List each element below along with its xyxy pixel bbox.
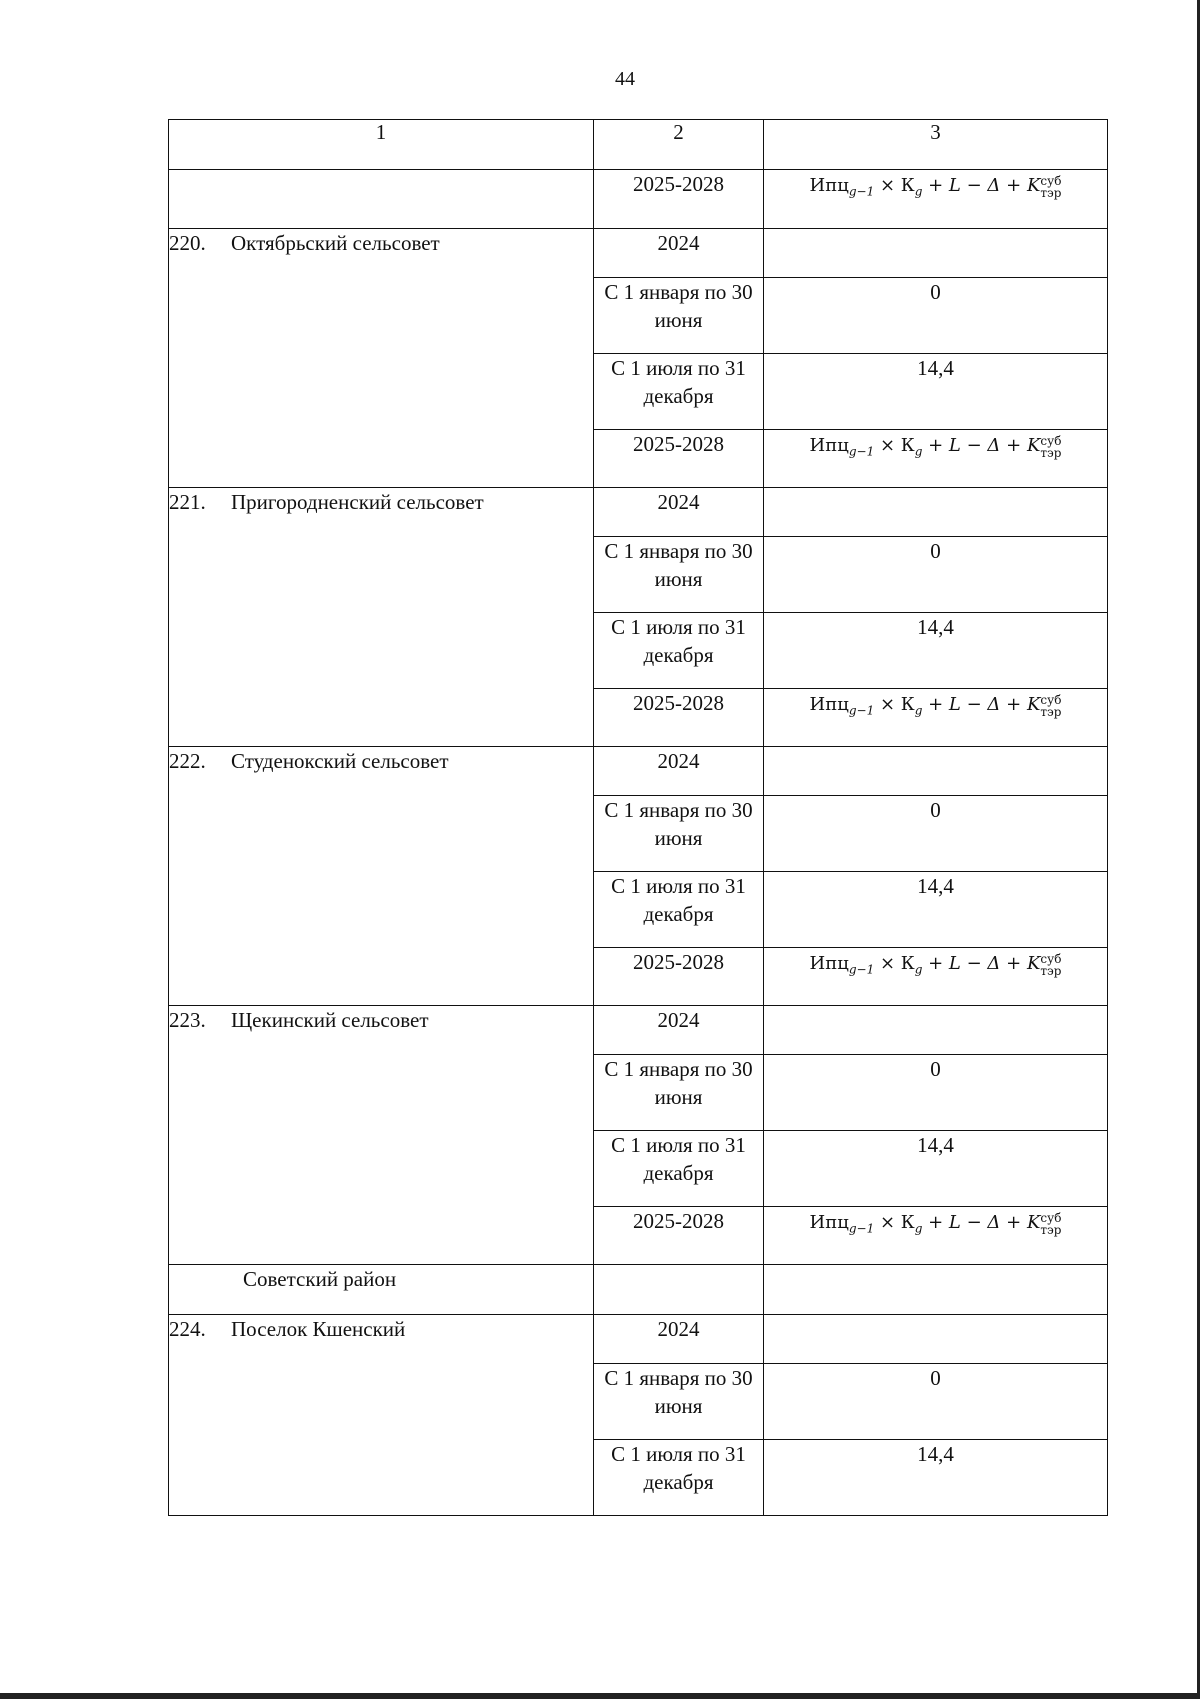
formula-kter: K [1026, 953, 1041, 974]
tariff-formula [809, 434, 1062, 460]
formula-cell [764, 948, 1108, 1006]
period-cell: 2025-2028 [594, 430, 764, 488]
value-cell-empty [764, 1315, 1108, 1364]
period-cell: 2025-2028 [594, 170, 764, 229]
formula-kter-superscript: суб [1040, 174, 1062, 188]
formula-middle: + L − Δ + [928, 694, 1022, 715]
row-number: 220. [169, 231, 206, 255]
value-cell: 0 [764, 278, 1108, 354]
value-cell-empty [764, 1006, 1108, 1055]
table-row [169, 229, 1108, 278]
formula-base: Ипц [809, 435, 849, 456]
settlement-cell [169, 488, 594, 747]
period-cell: 2025-2028 [594, 689, 764, 747]
formula-kter: K [1026, 694, 1041, 715]
value-cell: 14,4 [764, 613, 1108, 689]
formula-kter-subscript: тэр [1040, 1223, 1062, 1237]
header-col-1: 1 [169, 120, 594, 170]
year-cell: 2024 [594, 488, 764, 537]
row-number: 221. [169, 490, 206, 514]
year-cell: 2024 [594, 1315, 764, 1364]
settlement-name: Пригородненский сельсовет [231, 490, 484, 514]
formula-kter-indices [1040, 435, 1061, 459]
formula-kter-indices [1040, 1212, 1061, 1236]
tariff-formula [809, 174, 1062, 200]
formula-kter-superscript: суб [1040, 952, 1062, 966]
value-cell: 0 [764, 1055, 1108, 1131]
header-col-3: 3 [764, 120, 1108, 170]
formula-kter: K [1026, 175, 1041, 196]
formula-k: К [900, 694, 915, 715]
formula-kter-superscript: суб [1040, 693, 1062, 707]
year-cell: 2024 [594, 747, 764, 796]
formula-middle: + L − Δ + [928, 435, 1022, 456]
table-row [169, 170, 1108, 229]
period-cell: С 1 июля по 31 декабря [594, 613, 764, 689]
formula-k: К [900, 175, 915, 196]
header-col-2: 2 [594, 120, 764, 170]
period-cell: С 1 июля по 31 декабря [594, 1440, 764, 1516]
period-cell: С 1 января по 30 июня [594, 1055, 764, 1131]
value-cell: 14,4 [764, 354, 1108, 430]
period-cell: 2025-2028 [594, 1207, 764, 1265]
settlement-name: Октябрьский сельсовет [231, 231, 440, 255]
settlement-name: Поселок Кшенский [231, 1317, 406, 1341]
formula-base-subscript: g−1 [848, 444, 875, 459]
row-number: 223. [169, 1008, 206, 1032]
settlement-cell [169, 229, 594, 488]
row-number: 222. [169, 749, 206, 773]
formula-base: Ипц [809, 175, 849, 196]
formula-middle: + L − Δ + [928, 953, 1022, 974]
formula-times: × [879, 435, 896, 456]
empty-cell [169, 170, 594, 229]
formula-times: × [879, 694, 896, 715]
formula-base-subscript: g−1 [848, 184, 875, 199]
formula-k: К [900, 435, 915, 456]
settlement-cell [169, 1315, 594, 1516]
period-cell: С 1 января по 30 июня [594, 537, 764, 613]
settlement-cell [169, 747, 594, 1006]
formula-k-subscript: g [914, 1221, 923, 1236]
period-cell: С 1 января по 30 июня [594, 278, 764, 354]
formula-kter-subscript: тэр [1040, 705, 1062, 719]
period-cell: С 1 июля по 31 декабря [594, 872, 764, 948]
formula-kter-subscript: тэр [1040, 446, 1062, 460]
table-header-row [169, 120, 1108, 170]
formula-k-subscript: g [914, 184, 923, 199]
tariff-formula [809, 952, 1062, 978]
formula-middle: + L − Δ + [928, 175, 1022, 196]
formula-middle: + L − Δ + [928, 1212, 1022, 1233]
table-row [169, 747, 1108, 796]
formula-k: К [900, 1212, 915, 1233]
value-cell: 0 [764, 1364, 1108, 1440]
formula-base: Ипц [809, 694, 849, 715]
formula-times: × [879, 175, 896, 196]
formula-times: × [879, 953, 896, 974]
district-cell [169, 1265, 594, 1315]
settlement-name: Студенокский сельсовет [231, 749, 449, 773]
period-cell: 2025-2028 [594, 948, 764, 1006]
value-cell-empty [764, 229, 1108, 278]
formula-kter-superscript: суб [1040, 1211, 1062, 1225]
value-cell-empty [764, 488, 1108, 537]
tariff-table [168, 119, 1108, 1516]
formula-k-subscript: g [914, 703, 923, 718]
district-name: Советский район [243, 1267, 397, 1291]
table-row [169, 1315, 1108, 1364]
period-cell: С 1 января по 30 июня [594, 1364, 764, 1440]
formula-kter-subscript: тэр [1040, 964, 1062, 978]
table-row [169, 488, 1108, 537]
value-cell: 0 [764, 796, 1108, 872]
value-cell: 14,4 [764, 872, 1108, 948]
period-cell: С 1 января по 30 июня [594, 796, 764, 872]
formula-base-subscript: g−1 [848, 703, 875, 718]
value-cell-empty [764, 747, 1108, 796]
settlement-name: Щекинский сельсовет [231, 1008, 429, 1032]
value-cell: 0 [764, 537, 1108, 613]
year-cell: 2024 [594, 1006, 764, 1055]
formula-k-subscript: g [914, 444, 923, 459]
formula-base-subscript: g−1 [848, 962, 875, 977]
formula-base: Ипц [809, 1212, 849, 1233]
formula-kter: K [1026, 435, 1041, 456]
value-cell: 14,4 [764, 1131, 1108, 1207]
table-row [169, 1265, 1108, 1315]
empty-cell [594, 1265, 764, 1315]
formula-cell [764, 430, 1108, 488]
row-number: 224. [169, 1317, 206, 1341]
tariff-formula [809, 1211, 1062, 1237]
formula-times: × [879, 1212, 896, 1233]
formula-cell [764, 1207, 1108, 1265]
formula-k: К [900, 953, 915, 974]
formula-kter-indices [1040, 175, 1061, 199]
tariff-formula [809, 693, 1062, 719]
formula-kter-indices [1040, 953, 1061, 977]
period-cell: С 1 июля по 31 декабря [594, 1131, 764, 1207]
period-cell: С 1 июля по 31 декабря [594, 354, 764, 430]
formula-base-subscript: g−1 [848, 1221, 875, 1236]
formula-kter-subscript: тэр [1040, 186, 1062, 200]
formula-kter-indices [1040, 694, 1061, 718]
formula-kter: K [1026, 1212, 1041, 1233]
year-cell: 2024 [594, 229, 764, 278]
formula-k-subscript: g [914, 962, 923, 977]
formula-cell [764, 170, 1108, 229]
page-number: 44 [615, 68, 635, 90]
page-edge-bottom [0, 1693, 1200, 1699]
table-row [169, 1006, 1108, 1055]
formula-base: Ипц [809, 953, 849, 974]
formula-kter-superscript: суб [1040, 434, 1062, 448]
value-cell: 14,4 [764, 1440, 1108, 1516]
formula-cell [764, 689, 1108, 747]
settlement-cell [169, 1006, 594, 1265]
empty-cell [764, 1265, 1108, 1315]
